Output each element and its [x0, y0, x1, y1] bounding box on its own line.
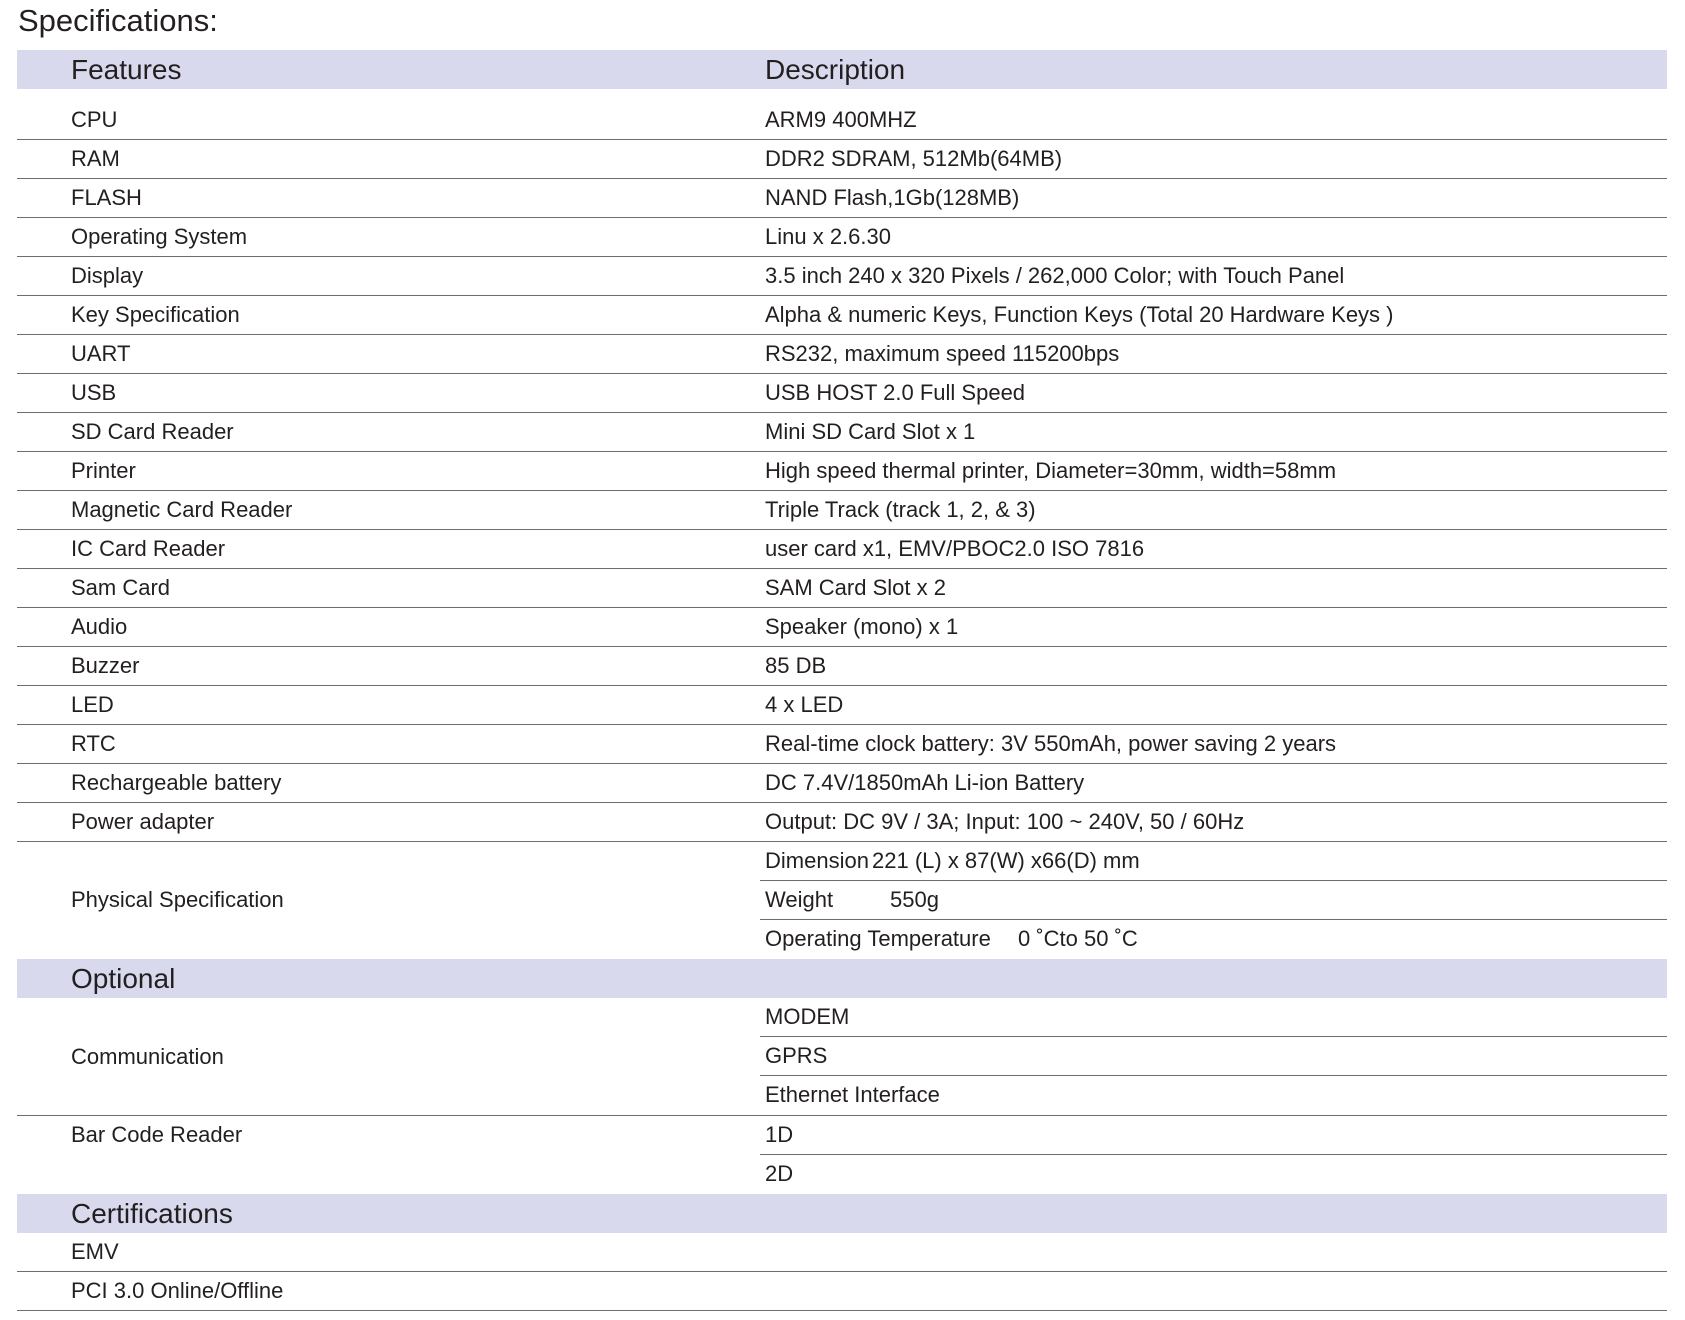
feature-cell: Display: [71, 263, 144, 288]
features-header: Features: [71, 54, 182, 85]
table-row: [17, 491, 1667, 530]
description-cell: Triple Track (track 1, 2, & 3): [765, 497, 1036, 522]
description-cell: DDR2 SDRAM, 512Mb(64MB): [765, 146, 1063, 171]
physical-spec-label: Physical Specification: [71, 887, 284, 912]
description-cell: SAM Card Slot x 2: [765, 575, 946, 600]
table-row: [17, 179, 1667, 218]
page-title: Specifications:: [18, 3, 218, 38]
feature-cell: Operating System: [71, 224, 248, 249]
communication-label: Communication: [71, 1044, 224, 1069]
feature-cell: Audio: [71, 614, 128, 639]
table-row: [17, 257, 1667, 296]
spec-name: Weight: [765, 887, 834, 912]
communication-item: [760, 1076, 1667, 1115]
optional-section-header: [17, 959, 1667, 998]
description-cell: USB HOST 2.0 Full Speed: [765, 380, 1026, 405]
physical-spec-row: [760, 920, 1667, 959]
feature-cell: Rechargeable battery: [71, 770, 282, 795]
description-cell: RS232, maximum speed 115200bps: [765, 341, 1120, 366]
description-header: Description: [765, 54, 906, 85]
feature-cell: LED: [71, 692, 114, 717]
feature-cell: IC Card Reader: [71, 536, 226, 561]
description-cell: 85 DB: [765, 653, 827, 678]
physical-spec-group: [17, 842, 1667, 959]
table-row: [17, 764, 1667, 803]
barcode-item: [760, 1116, 1667, 1155]
description-cell: 4 x LED: [765, 692, 844, 717]
certification-item: EMV: [71, 1239, 119, 1264]
table-row: [17, 803, 1667, 842]
table-row: [17, 647, 1667, 686]
table-row: [17, 296, 1667, 335]
spec-value: 221 (L) x 87(W) x66(D) mm: [872, 848, 1140, 873]
spacer: [17, 89, 1667, 101]
communication-group: [17, 998, 1667, 1116]
certification-row: [17, 1272, 1667, 1311]
option-value: 1D: [765, 1122, 794, 1147]
description-cell: NAND Flash,1Gb(128MB): [765, 185, 1020, 210]
table-row: [17, 452, 1667, 491]
description-cell: DC 7.4V/1850mAh Li-ion Battery: [765, 770, 1085, 795]
table-row: [17, 569, 1667, 608]
certification-item: PCI 3.0 Online/Offline: [71, 1278, 284, 1303]
feature-cell: CPU: [71, 107, 118, 132]
barcode-group: [17, 1116, 1667, 1194]
description-cell: Alpha & numeric Keys, Function Keys (Total 20 Hardware Keys ): [765, 302, 1394, 327]
optional-label: Optional: [71, 963, 176, 994]
physical-spec-row: [760, 881, 1667, 920]
table-row: [17, 101, 1667, 140]
feature-cell: Buzzer: [71, 653, 140, 678]
description-cell: Speaker (mono) x 1: [765, 614, 959, 639]
barcode-label: Bar Code Reader: [71, 1122, 243, 1147]
option-value: Ethernet Interface: [765, 1082, 940, 1107]
table-row: [17, 374, 1667, 413]
table-row: [17, 218, 1667, 257]
certifications-label: Certifications: [71, 1198, 233, 1229]
description-cell: user card x1, EMV/PBOC2.0 ISO 7816: [765, 536, 1145, 561]
feature-cell: Power adapter: [71, 809, 215, 834]
spec-value: 550g: [890, 887, 939, 912]
feature-cell: Printer: [71, 458, 136, 483]
option-value: 2D: [765, 1161, 794, 1186]
table-row: [17, 335, 1667, 374]
description-cell: Linu x 2.6.30: [765, 224, 891, 249]
feature-cell: RAM: [71, 146, 120, 171]
communication-item: [760, 998, 1667, 1037]
feature-cell: RTC: [71, 731, 116, 756]
description-cell: ARM9 400MHZ: [765, 107, 917, 132]
feature-cell: FLASH: [71, 185, 142, 210]
option-value: MODEM: [765, 1004, 850, 1029]
description-cell: Output: DC 9V / 3A; Input: 100 ~ 240V, 50 / 60Hz: [765, 809, 1245, 834]
barcode-item: [760, 1155, 1667, 1194]
table-row: [17, 608, 1667, 647]
physical-spec-row: [760, 842, 1667, 881]
option-value: GPRS: [765, 1043, 828, 1068]
table-row: [17, 140, 1667, 179]
certification-row: [17, 1233, 1667, 1272]
spec-name: Dimension: [765, 848, 869, 873]
table-row: [17, 530, 1667, 569]
feature-cell: UART: [71, 341, 131, 366]
communication-item: [760, 1037, 1667, 1076]
description-cell: Real-time clock battery: 3V 550mAh, power saving 2 years: [765, 731, 1337, 756]
description-cell: High speed thermal printer, Diameter=30mm, width=58mm: [765, 458, 1337, 483]
table-row: [17, 686, 1667, 725]
description-cell: Mini SD Card Slot x 1: [765, 419, 976, 444]
certifications-section-header: [17, 1194, 1667, 1233]
spec-table: [17, 50, 1667, 1311]
table-row: [17, 725, 1667, 764]
feature-cell: Sam Card: [71, 575, 171, 600]
feature-cell: Key Specification: [71, 302, 240, 327]
feature-cell: SD Card Reader: [71, 419, 234, 444]
feature-cell: Magnetic Card Reader: [71, 497, 293, 522]
spec-name: Operating Temperature: [765, 926, 991, 951]
description-cell: 3.5 inch 240 x 320 Pixels / 262,000 Color; with Touch Panel: [765, 263, 1345, 288]
spec-value: 0 ˚Cto 50 ˚C: [1018, 926, 1138, 951]
table-header: [17, 50, 1667, 89]
feature-cell: USB: [71, 380, 117, 405]
table-row: [17, 413, 1667, 452]
